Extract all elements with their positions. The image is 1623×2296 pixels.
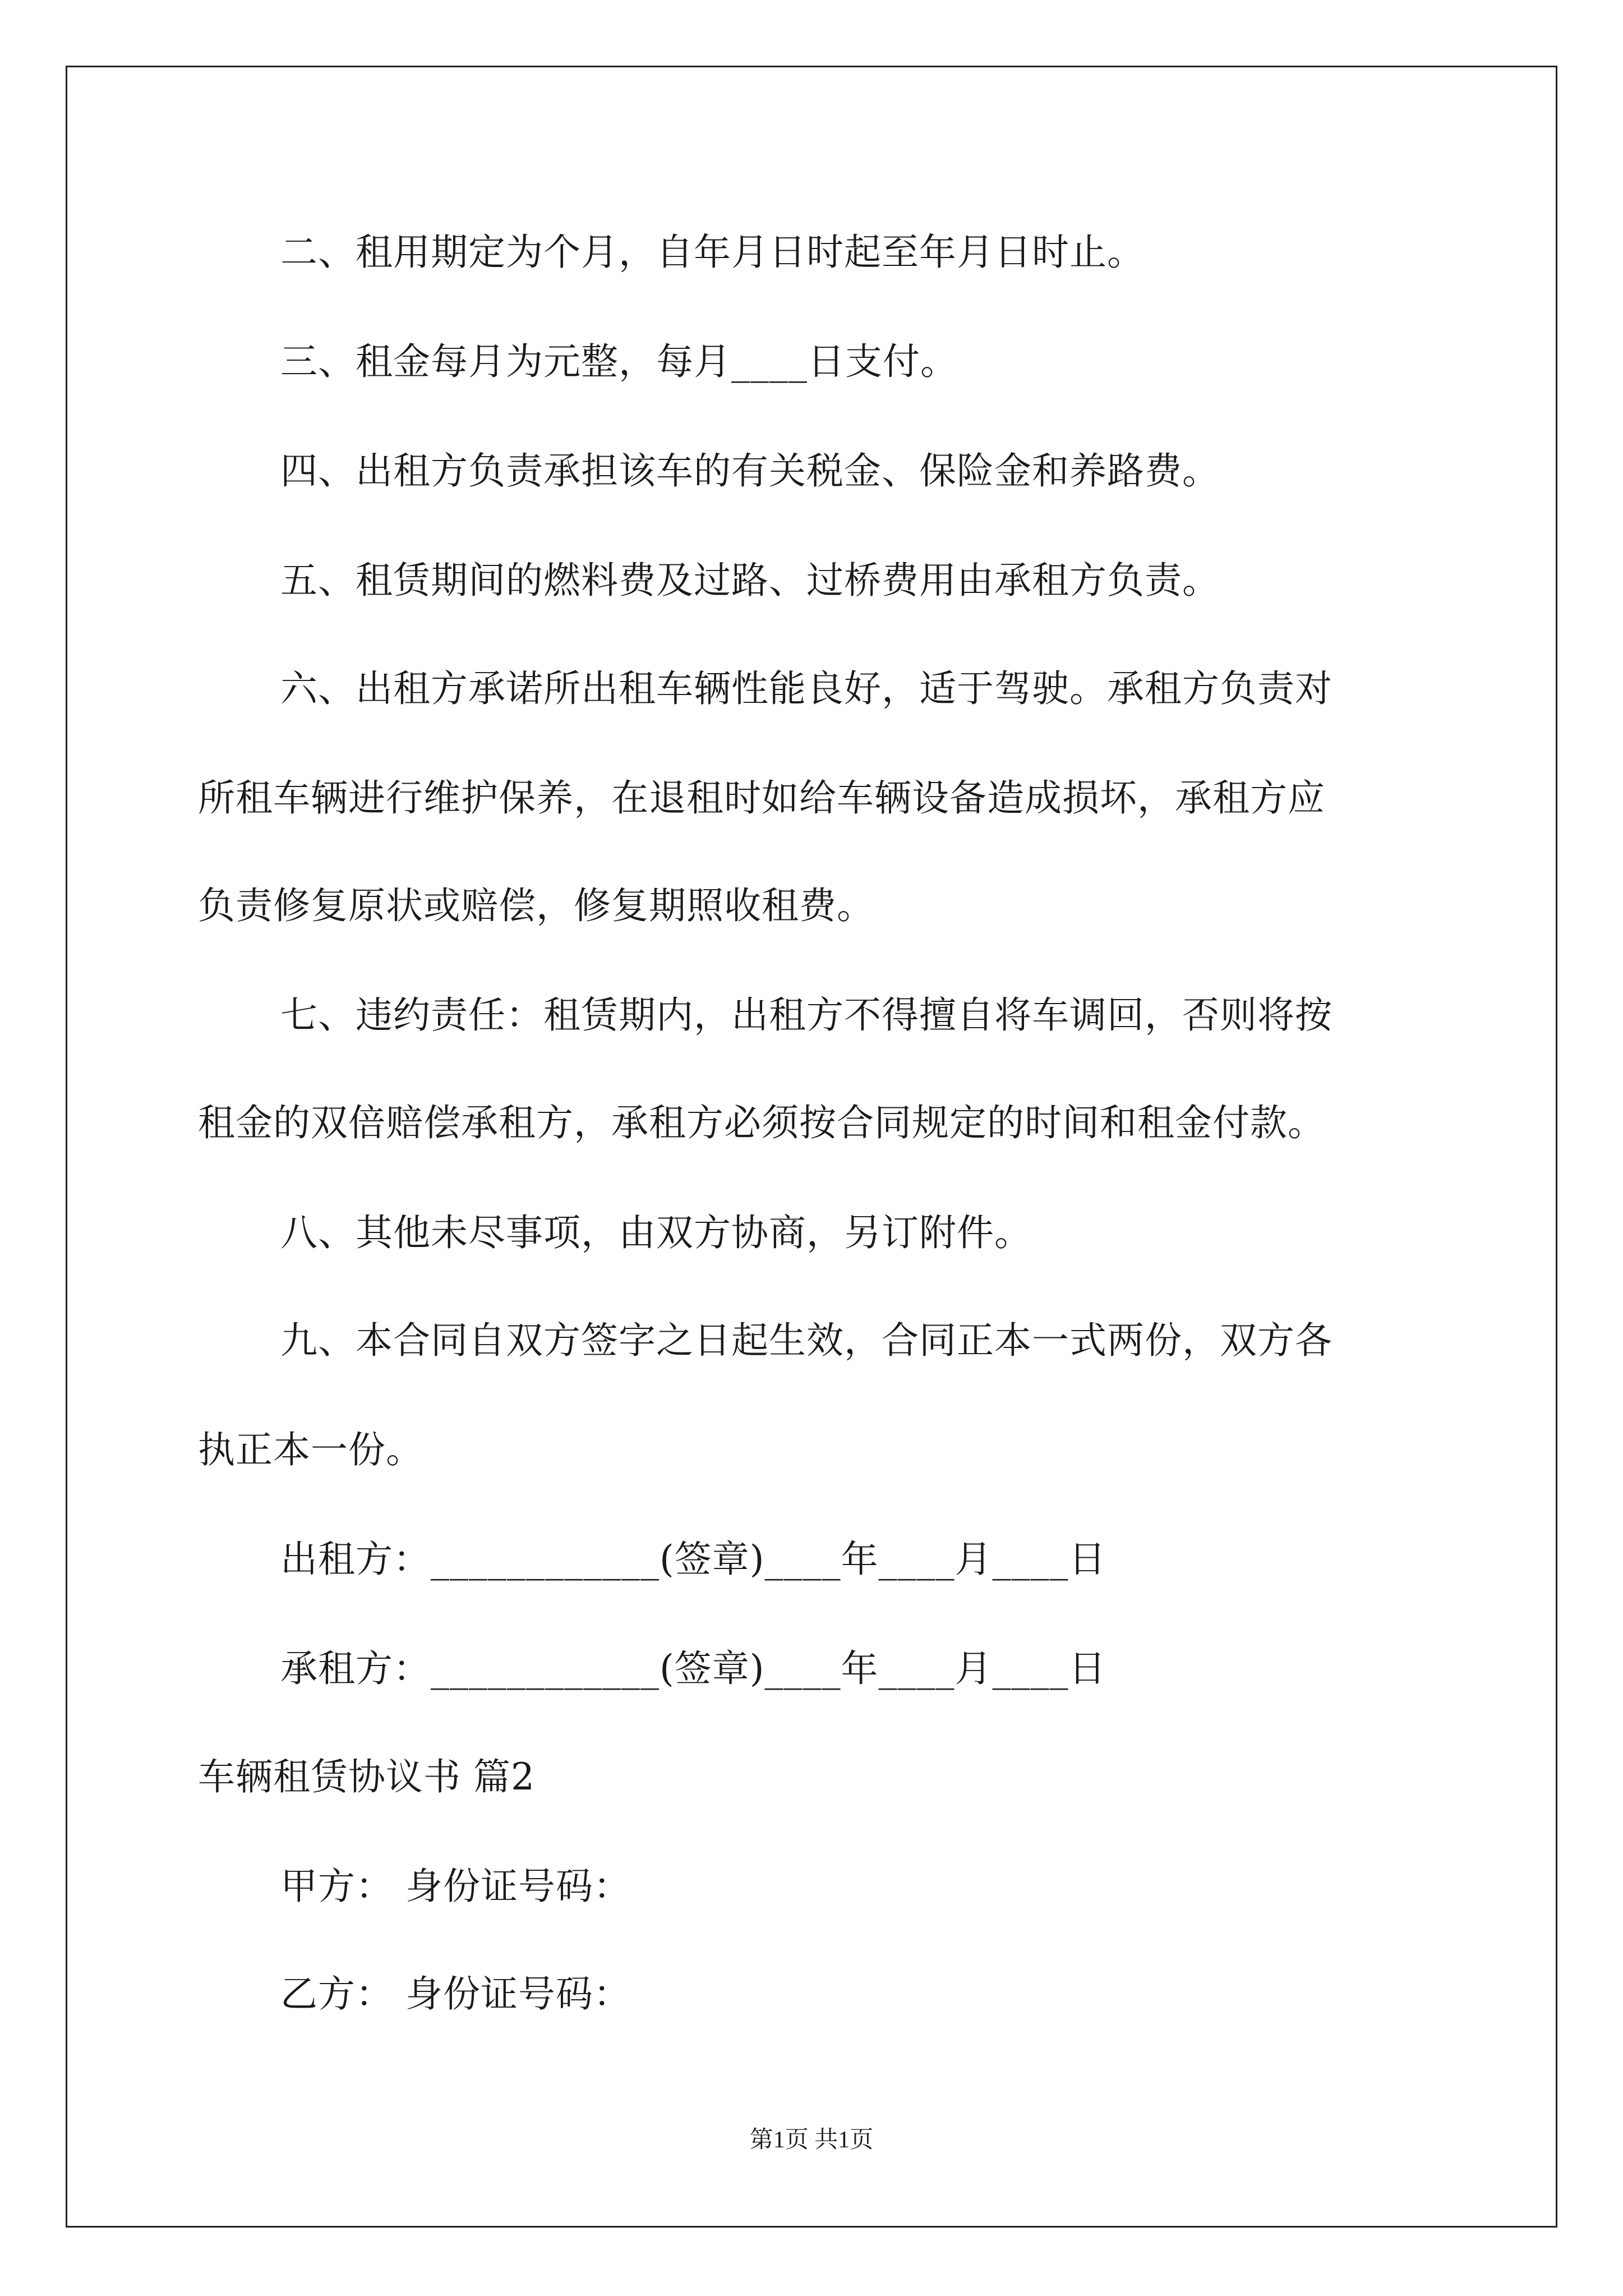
clause-9-line-2: 执正本一份。 bbox=[198, 1428, 423, 1471]
clause-7-line-2: 租金的双倍赔偿承租方，承租方必须按合同规定的时间和租金付款。 bbox=[198, 1101, 1325, 1144]
clause-6-line-1: 六、出租方承诺所出租车辆性能良好，适于驾驶。承租方负责对 bbox=[280, 667, 1332, 710]
clause-8: 八、其他未尽事项，由双方协商，另订附件。 bbox=[280, 1211, 1032, 1254]
clause-7-line-1: 七、违约责任：租赁期内，出租方不得擅自将车调回，否则将按 bbox=[280, 993, 1332, 1037]
lessor-signature-line: 出租方：____________(签章)____年____月____日 bbox=[280, 1538, 1106, 1581]
page-number: 第1页 共1页 bbox=[749, 2127, 874, 2153]
clause-5: 五、租赁期间的燃料费及过路、过桥费用由承租方负责。 bbox=[280, 559, 1220, 602]
clause-6-line-3: 负责修复原状或赔偿，修复期照收租费。 bbox=[198, 884, 874, 927]
clause-9-line-1: 九、本合同自双方签字之日起生效，合同正本一式两份，双方各 bbox=[280, 1319, 1332, 1362]
clause-2: 二、租用期定为个月，自年月日时起至年月日时止。 bbox=[280, 231, 1145, 274]
clause-6-line-2: 所租车辆进行维护保养，在退租时如给车辆设备造成损坏，承租方应 bbox=[198, 776, 1325, 820]
clause-3: 三、租金每月为元整，每月____日支付。 bbox=[280, 340, 958, 383]
party-a-line: 甲方： 身份证号码： bbox=[280, 1865, 631, 1908]
clause-4: 四、出租方负责承担该车的有关税金、保险金和养路费。 bbox=[280, 449, 1220, 493]
party-b-line: 乙方： 身份证号码： bbox=[280, 1972, 631, 2016]
section-heading: 车辆租赁协议书 篇2 bbox=[198, 1755, 535, 1798]
lessee-signature-line: 承租方：____________(签章)____年____月____日 bbox=[280, 1647, 1106, 1690]
